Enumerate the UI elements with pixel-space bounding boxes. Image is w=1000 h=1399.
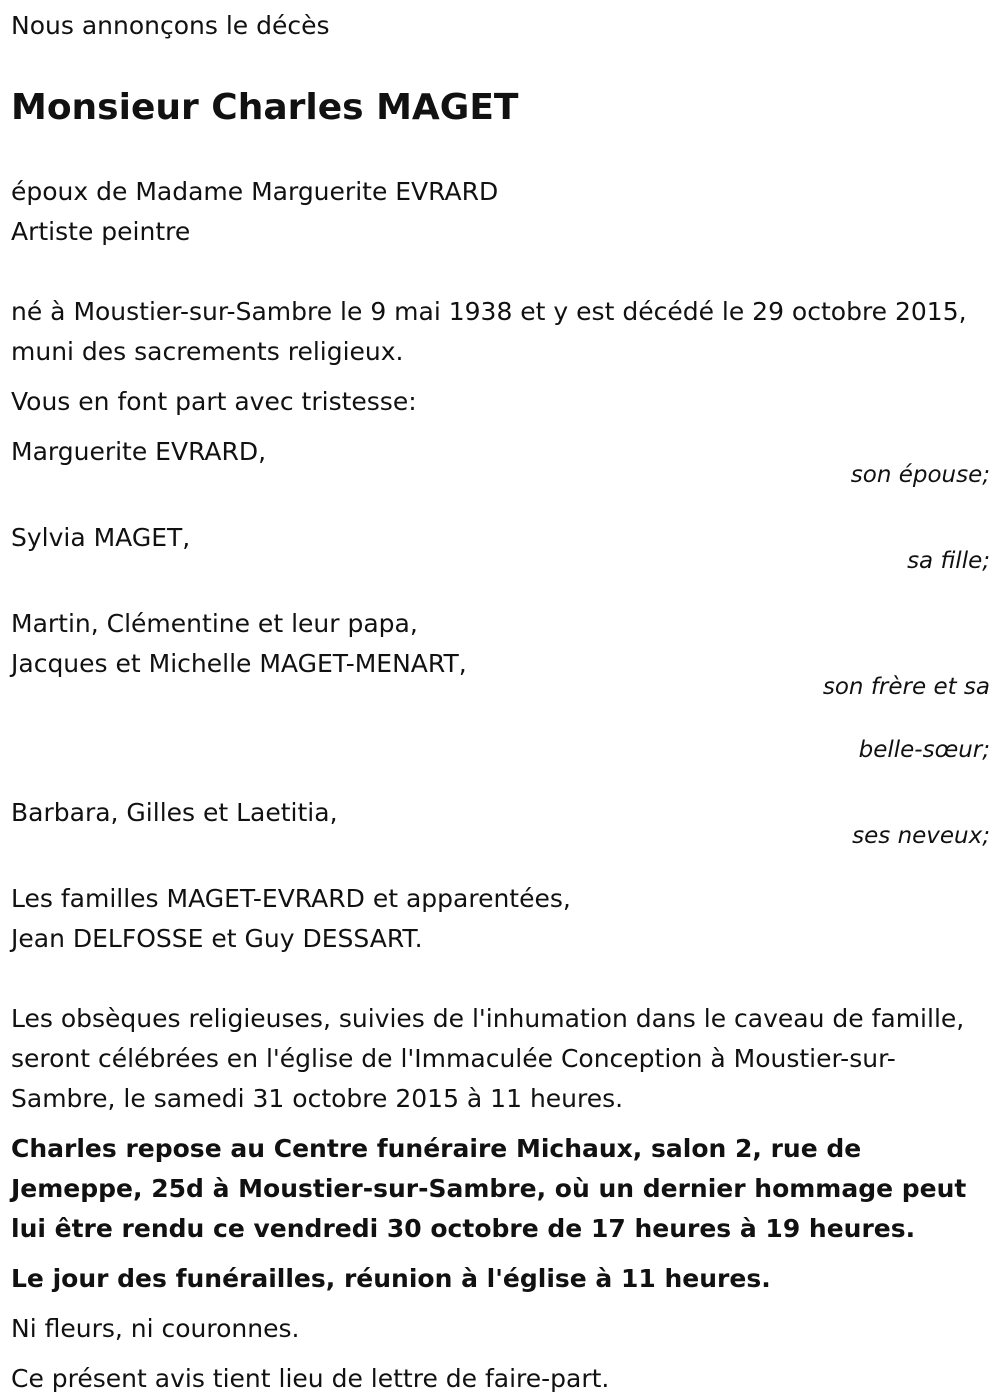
- family-group: [11, 879, 990, 959]
- family-group: [11, 518, 990, 581]
- intro-text: Nous annonçons le décès: [11, 11, 330, 40]
- family-name-line: Les familles MAGET-EVRARD et apparentées,: [11, 884, 571, 913]
- family-name-line: Jacques et Michelle MAGET-MENART,: [11, 649, 467, 678]
- family-name-line: Sylvia MAGET,: [11, 523, 191, 552]
- family-relation: son épouse;: [850, 462, 990, 488]
- flowers-text: Ni fleurs, ni couronnes.: [11, 1314, 300, 1343]
- family-name-line: Martin, Clémentine et leur papa,: [11, 609, 418, 638]
- family-name-line: Marguerite EVRARD,: [11, 437, 267, 466]
- family-relation: son frère et sa: [822, 674, 990, 700]
- family-relation: ses neveux;: [852, 823, 990, 849]
- notice-text: Ce présent avis tient lieu de lettre de faire-part.: [11, 1364, 610, 1393]
- family-name-line: Barbara, Gilles et Laetitia,: [11, 798, 338, 827]
- family-relation: sa fille;: [907, 548, 990, 574]
- family-group: [11, 793, 990, 856]
- announce-text: Vous en font part avec tristesse:: [11, 387, 417, 416]
- birth-death-text: né à Moustier-sur-Sambre le 9 mai 1938 et y est décédé le 29 octobre 2015, muni des sacrements religieux.: [11, 297, 967, 366]
- family-name-line: Jean DELFOSSE et Guy DESSART.: [11, 924, 423, 953]
- repose-text: Charles repose au Centre funéraire Michaux, salon 2, rue de Jemeppe, 25d à Moustier-sur-Sambre, où un dernier hommage peut lui être rendu ce vendredi 30 octobre de 17 heures à 19 heures.: [11, 1134, 967, 1243]
- funeral-text: Les obsèques religieuses, suivies de l'inhumation dans le caveau de famille, seront célébrées en l'église de l'Immaculée Conception à Moustier-sur-Sambre, le samedi 31 octobre 2015 à 11 heures.: [11, 1004, 965, 1113]
- deceased-name: Monsieur Charles MAGET: [11, 87, 519, 128]
- family-group: [11, 604, 990, 770]
- meeting-text: Le jour des funérailles, réunion à l'église à 11 heures.: [11, 1264, 771, 1293]
- spouse-line: époux de Madame Marguerite EVRARD: [11, 177, 499, 206]
- family-relation: belle-sœur;: [858, 737, 990, 763]
- family-group: [11, 432, 990, 495]
- profession-line: Artiste peintre: [11, 217, 191, 246]
